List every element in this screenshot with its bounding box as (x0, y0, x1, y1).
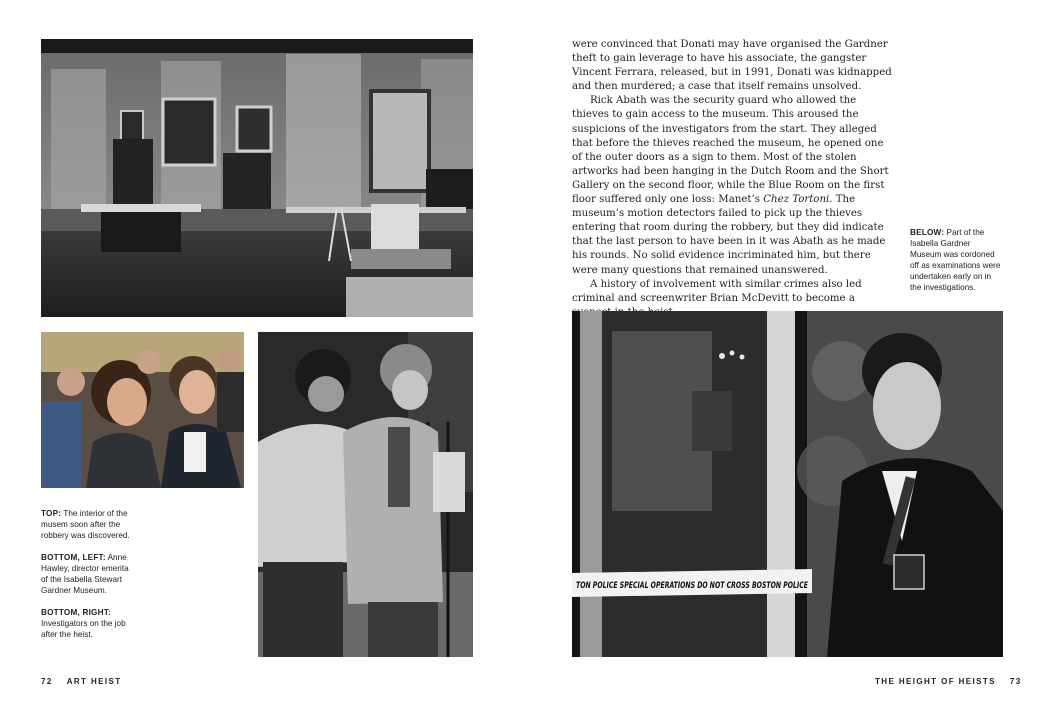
book-title: ART HEIST (66, 677, 122, 686)
left-captions (41, 508, 137, 651)
caption-top: TOP: The interior of the musem soon after the robbery was discovered. (41, 509, 130, 540)
page-number-right: 73 (1009, 677, 1022, 686)
paragraph-1: were convinced that Donati may have organised the Gardner theft to gain leverage to have his associate, the gangster Vincent Ferrara, released, but in 1991, Donati was kidnapped and then murdered; a case that itself remains unsolved. (572, 39, 892, 93)
caption-bottom-right: BOTTOM, RIGHT: Investigators on the job after the heist. (41, 608, 126, 639)
article-body (572, 38, 894, 320)
museum-interior-illustration (41, 39, 473, 317)
anne-hawley-illustration (41, 332, 244, 488)
museum-interior-photo (41, 39, 473, 317)
right-folio (875, 677, 1022, 686)
investigators-illustration (258, 332, 473, 657)
security-guard-illustration (572, 311, 1003, 657)
caption-below: BELOW: Part of the Isabella Gardner Museum was cordoned off as examinations were undertaken early on in the investigations. (910, 228, 1001, 292)
investigators-photo (258, 332, 473, 657)
police-tape-text: TON POLICE SPECIAL OPERATIONS DO NOT CROSS BOSTON POLICE (576, 581, 809, 591)
paragraph-3: A history of involvement with similar crimes also led criminal and screenwriter Brian McDevitt to become a (572, 278, 862, 304)
chapter-title: THE HEIGHT OF HEISTS (875, 677, 996, 686)
caption-bottom-left: BOTTOM, LEFT: Anne Hawley, director emerita of the Isabella Stewart Gardner Museum. (41, 553, 129, 595)
anne-hawley-photo (41, 332, 244, 488)
page-number-left: 72 (41, 677, 53, 686)
paragraph-2: Rick Abath was the security guard who allowed the thieves to gain access to the museum. This aroused the suspicions of the investigators from the start. They alleged that before the thieves reached the museum, he opened one of the outer doors as a sign to them. Most of the stolen artworks had been hanging in the Dutch Room and the Short Gallery on the second floor, while the Blue Room on the first floor suffered only one loss: Manet’s Chez Tortoni. The museum’s motion detectors failed to pick up the thieves entering that room during the robbery, but they did indicate that the last person to have been in it was Abath as he made his rounds. No solid evidence incriminated him, but there were many questions that remained unanswered. (572, 95, 889, 276)
left-folio (41, 677, 122, 686)
security-guard-photo (572, 311, 1003, 657)
